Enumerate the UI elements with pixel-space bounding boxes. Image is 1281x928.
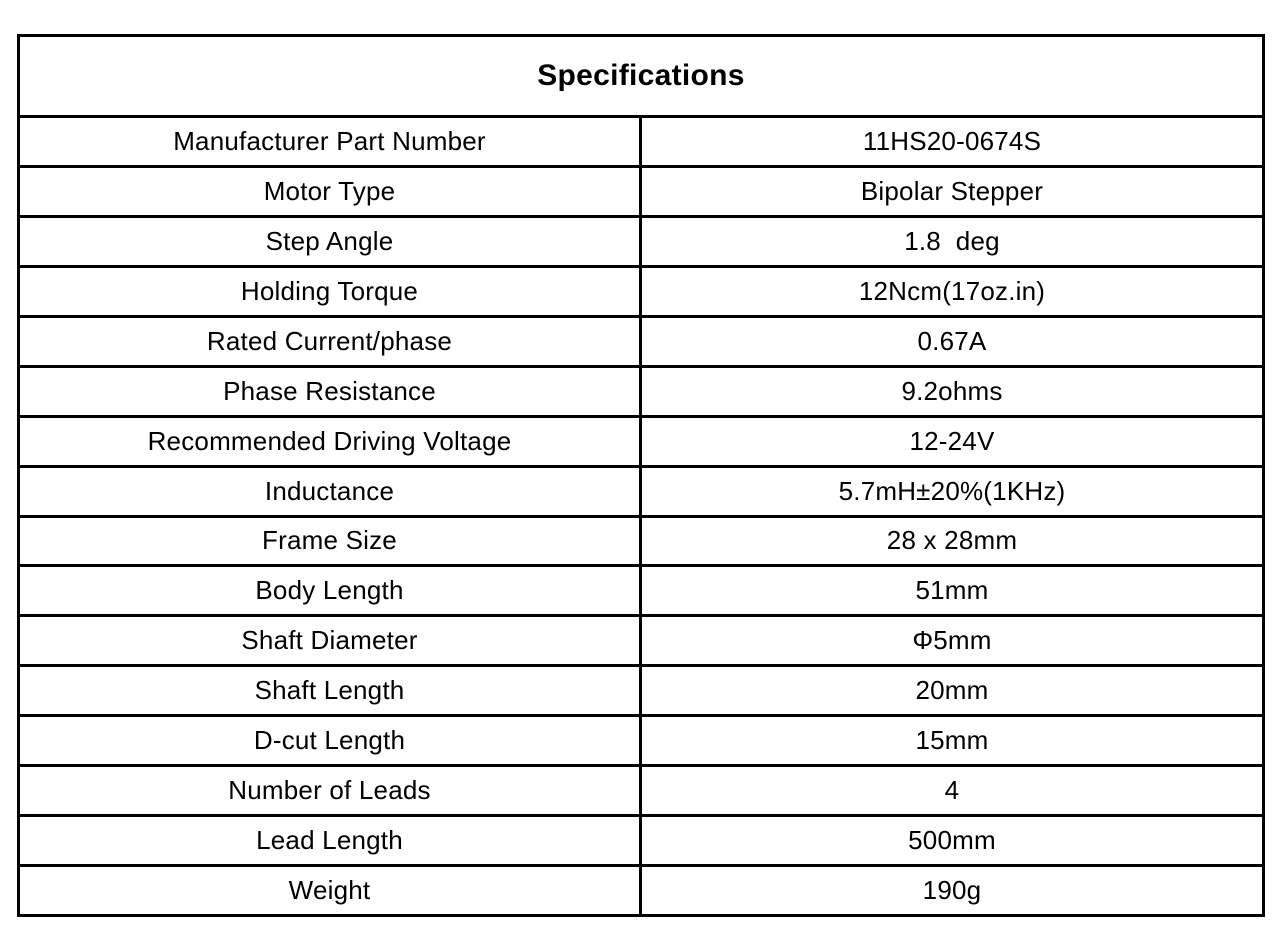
spec-label: Body Length <box>20 567 642 614</box>
spec-value: 0.67A <box>917 325 987 356</box>
spec-row-manufacturer-part-number <box>20 118 1262 168</box>
spec-value: 12Ncm(17oz.in) <box>858 275 1046 306</box>
spec-label: Motor Type <box>20 168 642 215</box>
spec-value: Φ5mm <box>912 625 992 656</box>
spec-row-frame-size <box>20 518 1262 568</box>
spec-label: Inductance <box>20 468 642 515</box>
spec-row-recommended-driving-voltage <box>20 418 1262 468</box>
spec-label: Phase Resistance <box>20 368 642 415</box>
spec-value: 51mm <box>915 575 989 606</box>
spec-label: Holding Torque <box>20 268 642 315</box>
spec-row-body-length <box>20 567 1262 617</box>
spec-row-inductance <box>20 468 1262 518</box>
spec-row-lead-length <box>20 817 1262 867</box>
spec-rows <box>20 118 1262 914</box>
spec-label: Lead Length <box>20 817 642 864</box>
spec-value: 28 x 28mm <box>886 525 1018 556</box>
spec-value: 1.8 deg <box>904 225 1000 256</box>
spec-row-shaft-length <box>20 667 1262 717</box>
spec-label: Manufacturer Part Number <box>20 118 642 165</box>
spec-value: 12-24V <box>909 425 995 456</box>
spec-label: Shaft Diameter <box>20 617 642 664</box>
spec-label: Recommended Driving Voltage <box>20 418 642 465</box>
spec-label: Shaft Length <box>20 667 642 714</box>
spec-value: 190g <box>922 875 982 906</box>
spec-value: 20mm <box>915 675 989 706</box>
spec-row-number-of-leads <box>20 767 1262 817</box>
spec-label: Weight <box>20 867 642 914</box>
spec-row-step-angle <box>20 218 1262 268</box>
spec-value: 9.2ohms <box>901 375 1003 406</box>
spec-row-phase-resistance <box>20 368 1262 418</box>
spec-row-holding-torque <box>20 268 1262 318</box>
spec-label: Step Angle <box>20 218 642 265</box>
spec-row-motor-type <box>20 168 1262 218</box>
spec-value: Bipolar Stepper <box>860 175 1044 206</box>
spec-value: 5.7mH±20%(1KHz) <box>838 475 1066 506</box>
spec-value: 4 <box>944 775 960 806</box>
spec-value: 500mm <box>908 825 996 856</box>
spec-label: Number of Leads <box>20 767 642 814</box>
spec-row-d-cut-length <box>20 717 1262 767</box>
table-title: Specifications <box>20 37 1262 118</box>
spec-value: 11HS20-0674S <box>862 125 1042 156</box>
spec-label: D-cut Length <box>20 717 642 764</box>
spec-label: Frame Size <box>20 518 642 565</box>
spec-row-rated-current-phase <box>20 318 1262 368</box>
specifications-table <box>17 34 1265 917</box>
spec-row-weight <box>20 867 1262 914</box>
spec-label: Rated Current/phase <box>20 318 642 365</box>
spec-row-shaft-diameter <box>20 617 1262 667</box>
spec-value: 15mm <box>915 725 989 756</box>
